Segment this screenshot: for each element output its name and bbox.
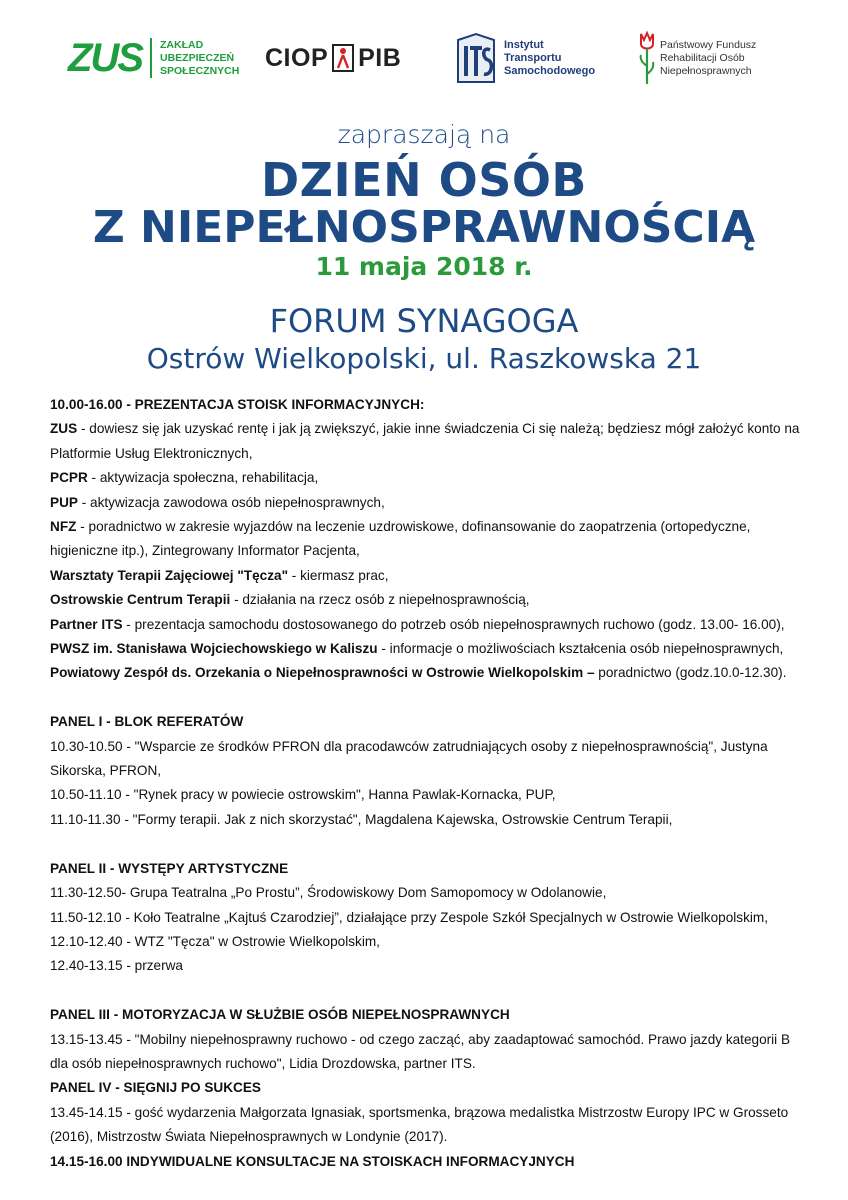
stoiska-heading-text: 10.00-16.00 - PREZENTACJA STOISK INFORMACYJNYCH: xyxy=(50,397,425,412)
panel2-item: 11.30-12.50- Grupa Teatralna „Po Prostu”, Środowiskowy Dom Samopomocy w Odolanowie, xyxy=(50,885,607,901)
zus-logo-line3: SPOŁECZNYCH xyxy=(160,64,240,77)
stoisko-item xyxy=(50,564,810,588)
stoisko-text: - działania na rzecz osób z niepełnosprawnością, xyxy=(230,592,530,608)
stoisko-name: PCPR xyxy=(50,470,88,486)
stoisko-text: - aktywizacja społeczna, rehabilitacja, xyxy=(87,470,319,486)
its-logo xyxy=(456,22,595,94)
closing-text: 14.15-16.00 INDYWIDUALNE KONSULTACJE NA STOISKACH INFORMACYJNYCH xyxy=(50,1153,575,1169)
stoisko-text: - informacje o możliwościach kształcenia osób niepełnosprawnych, xyxy=(377,641,784,657)
panel3-heading-text: PANEL III - MOTORYZACJA W SŁUŻBIE OSÓB NIEPEŁNOSPRAWNYCH xyxy=(50,1007,510,1023)
panel1-heading xyxy=(50,710,810,734)
its-logo-line3: Samochodowego xyxy=(504,64,596,77)
its-logo-line2: Transportu xyxy=(504,51,562,64)
spacer xyxy=(50,686,810,710)
ciop-pib-logo xyxy=(265,22,401,94)
panel2-heading-text: PANEL II - WYSTĘPY ARTYSTYCZNE xyxy=(50,860,289,876)
panel4-heading-text: PANEL IV - SIĘGNIJ PO SUKCES xyxy=(50,1080,262,1096)
stoisko-text: - dowiesz się jak uzyskać rentę i jak ją zwiększyć, jakie inne świadczenia Ci się należą; będziesz mógł założyć konto na Platformie Usług Elektronicznych, xyxy=(50,421,800,461)
stoisko-item xyxy=(50,588,810,612)
panel3-heading xyxy=(50,1003,810,1027)
zus-logo-mark: ZUS xyxy=(68,35,142,80)
ciop-logo-text: CIOP xyxy=(265,43,329,72)
stoisko-item xyxy=(50,661,810,685)
pfron-logo-text xyxy=(660,39,756,78)
stoisko-text: - aktywizacja zawodowa osób niepełnosprawnych, xyxy=(77,494,385,510)
stoisko-item xyxy=(50,613,810,637)
pib-logo-text: PIB xyxy=(358,43,402,72)
stoisko-item xyxy=(50,637,810,661)
its-logo-line1: Instytut xyxy=(504,38,544,51)
stoisko-name: Powiatowy Zespół ds. Orzekania o Niepełnosprawności w Ostrowie Wielkopolskim – xyxy=(50,665,595,681)
stoiska-heading xyxy=(50,393,810,417)
panel1-item: 10.50-11.10 - "Rynek pracy w powiecie ostrowskim", Hanna Pawlak-Kornacka, PUP, xyxy=(50,787,556,803)
panel3-item: 13.15-13.45 - "Mobilny niepełnosprawny ruchowo - od czego zacząć, aby zaadaptować samochód. Prawo jazdy kategorii B dla osób niepełnosprawnych ruchowo", Lidia Drozdowska, partner ITS. xyxy=(50,1031,791,1071)
pfron-logo xyxy=(638,22,756,94)
program xyxy=(50,393,810,1174)
panel2-item: 12.10-12.40 - WTZ "Tęcza" w Ostrowie Wielkopolskim, xyxy=(50,933,380,949)
stoisko-name: ZUS xyxy=(50,421,78,437)
its-logo-mark-icon xyxy=(456,32,496,84)
pfron-logo-line1: Państwowy Fundusz xyxy=(660,38,757,51)
stoisko-text: - prezentacja samochodu dostosowanego do potrzeb osób niepełnosprawnych ruchowo (godz. 13.00- 16.00), xyxy=(122,616,785,632)
panel4-item: 13.45-14.15 - gość wydarzenia Małgorzata Ignasiak, sportsmenka, brązowa medalistka Mistrzostw Europy IPC w Grosseto (2016), Mistrzostw Świata Niepełnosprawnych w Londynie (2017). xyxy=(50,1104,789,1145)
title-line2: Z NIEPEŁNOSPRAWNOŚCIĄ xyxy=(92,202,756,253)
closing-line xyxy=(50,1150,810,1174)
pfron-logo-line3: Niepełnosprawnych xyxy=(660,64,752,77)
panel1-item: 10.30-10.50 - "Wsparcie ze środków PFRON dla pracodawców zatrudniających osoby z niepełnosprawnością", Justyna Sikorska, PFRON, xyxy=(50,738,768,779)
ciop-figure-icon xyxy=(332,44,354,72)
stoisko-name: NFZ xyxy=(50,519,77,535)
title-line1: DZIEŃ OSÓB xyxy=(261,153,587,207)
zus-logo-line1: ZAKŁAD xyxy=(160,38,204,51)
panel2-item: 11.50-12.10 - Koło Teatralne „Kajtuś Czarodziej”, działające przy Zespole Szkół Specjalnych w Ostrowie Wielkopolskim, xyxy=(50,909,769,925)
panel2-item: 12.40-13.15 - przerwa xyxy=(50,958,183,974)
tulip-icon xyxy=(638,30,656,86)
panel1-heading-text: PANEL I - BLOK REFERATÓW xyxy=(50,714,244,730)
pfron-logo-line2: Rehabilitacji Osób xyxy=(660,51,745,64)
stoisko-item xyxy=(50,515,810,564)
stoisko-name: Warsztaty Terapii Zajęciowej "Tęcza" xyxy=(50,567,289,583)
stoisko-name: Partner ITS xyxy=(50,616,123,632)
stoisko-name: PWSZ im. Stanisława Wojciechowskiego w Kaliszu xyxy=(50,641,378,657)
event-date: 11 maja 2018 r. xyxy=(315,252,533,281)
invite-text: zapraszają na xyxy=(337,120,511,149)
spacer xyxy=(50,979,810,1003)
venue-address: Ostrów Wielkopolski, ul. Raszkowska 21 xyxy=(146,342,702,375)
stoisko-text: poradnictwo (godz.10.0-12.30). xyxy=(594,665,787,681)
zus-logo-text xyxy=(160,39,239,78)
panel1-item: 11.10-11.30 - "Formy terapii. Jak z nich skorzystać", Magdalena Kajewska, Ostrowskie Centrum Terapii, xyxy=(50,811,673,827)
spacer xyxy=(50,832,810,856)
stoisko-name: PUP xyxy=(50,494,78,510)
panel4-heading xyxy=(50,1076,810,1100)
venue-name: FORUM SYNAGOGA xyxy=(269,302,579,340)
logos-row xyxy=(0,22,848,94)
stoisko-item xyxy=(50,491,810,515)
zus-logo-line2: UBEZPIECZEŃ xyxy=(160,51,235,64)
stoisko-text: - poradnictwo w zakresie wyjazdów na leczenie uzdrowiskowe, dofinansowanie do zaopatrzenia (ortopedyczne, higieniczne itp.), Zintegrowany Informator Pacjenta, xyxy=(50,519,751,559)
stoisko-item xyxy=(50,417,810,466)
stoisko-text: - kiermasz prac, xyxy=(288,567,389,583)
stoisko-item xyxy=(50,466,810,490)
zus-logo-divider xyxy=(150,38,152,78)
zus-logo xyxy=(68,22,239,94)
panel2-heading xyxy=(50,857,810,881)
its-logo-text xyxy=(504,39,595,78)
stoisko-name: Ostrowskie Centrum Terapii xyxy=(50,592,231,608)
